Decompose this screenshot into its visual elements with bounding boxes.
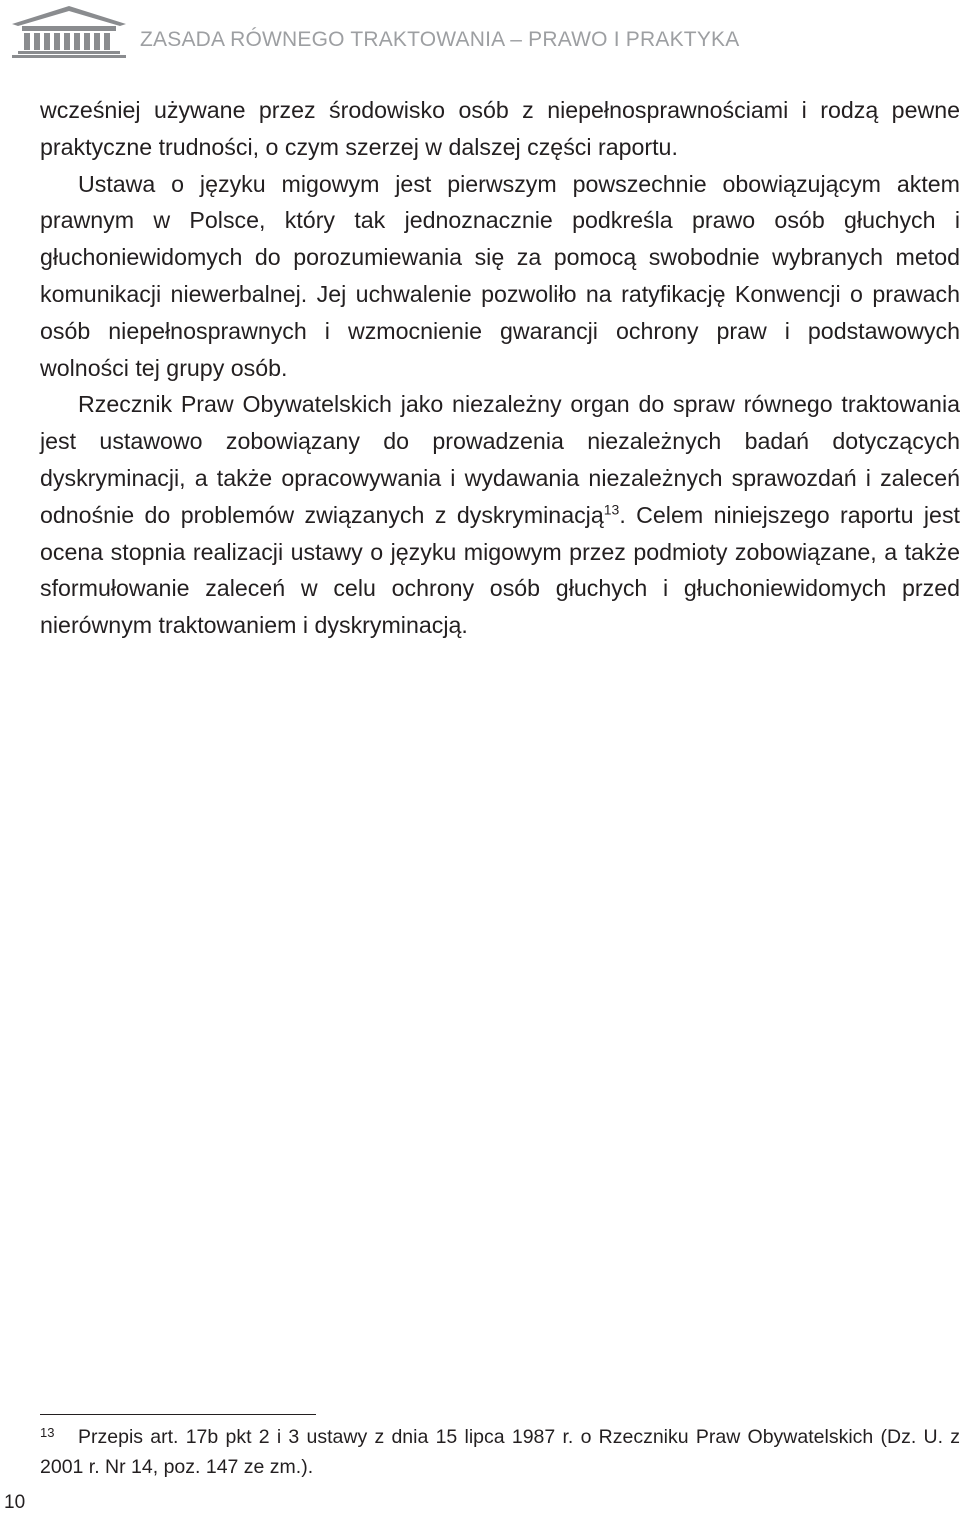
main-text — [40, 92, 960, 644]
footnote-divider — [40, 1414, 316, 1415]
paragraph-3 — [40, 386, 960, 644]
running-header-title: ZASADA RÓWNEGO TRAKTOWANIA – PRAWO I PRAKTYKA — [140, 28, 740, 51]
institution-building-logo-icon — [8, 4, 130, 58]
paragraph-3-end: . Celem niniejszego raportu jest ocena stopnia realizacji ustawy o języku migowym przez podmioty zobowiązane, a także sformułowanie zaleceń w celu ochrony osób głuchych i głuchoniewidomych przed nierównym traktowaniem i dyskryminacją. — [40, 501, 960, 639]
paragraph-3-main: Rzecznik Praw Obywatelskich jako niezależny organ do spraw równego traktowania jest ustawowo zobowiązany do prowadzenia niezależnych badań dotyczących dyskryminacji, a także opracowywania i wydawania niezależnych sprawozdań i zaleceń odnośnie do problemów związanych z dyskryminacją — [40, 391, 960, 528]
footnote — [40, 1422, 960, 1482]
page-header — [0, 0, 960, 70]
paragraph-1: wcześniej używane przez środowisko osób z niepełnosprawnościami i rodzą pewne praktyczne trudności, o czym szerzej w dalszej części raportu. — [40, 97, 960, 160]
footnote-reference[interactable]: 13 — [603, 501, 620, 518]
page-number: 10 — [4, 1492, 26, 1513]
paragraph-2: Ustawa o języku migowym jest pierwszym powszechnie obowiązującym aktem prawnym w Polsce, który tak jednoznacznie podkreśla prawo osób głuchych i głuchoniewidomych do porozumiewania się za pomocą swobodnie wybranych metod komunikacji niewerbalnej. Jej uchwalenie pozwoliło na ratyfikację Konwencji o prawach osób niepełnosprawnych i wzmocnienie gwarancji ochrony praw i podstawowych wolności tej grupy osób. — [40, 170, 960, 381]
footnote-text: Przepis art. 17b pkt 2 i 3 ustawy z dnia 15 lipca 1987 r. o Rzeczniku Praw Obywatelskich (Dz. U. z 2001 r. Nr 14, poz. 147 ze zm.). — [40, 1426, 960, 1478]
footnote-number: 13 — [40, 1425, 55, 1440]
